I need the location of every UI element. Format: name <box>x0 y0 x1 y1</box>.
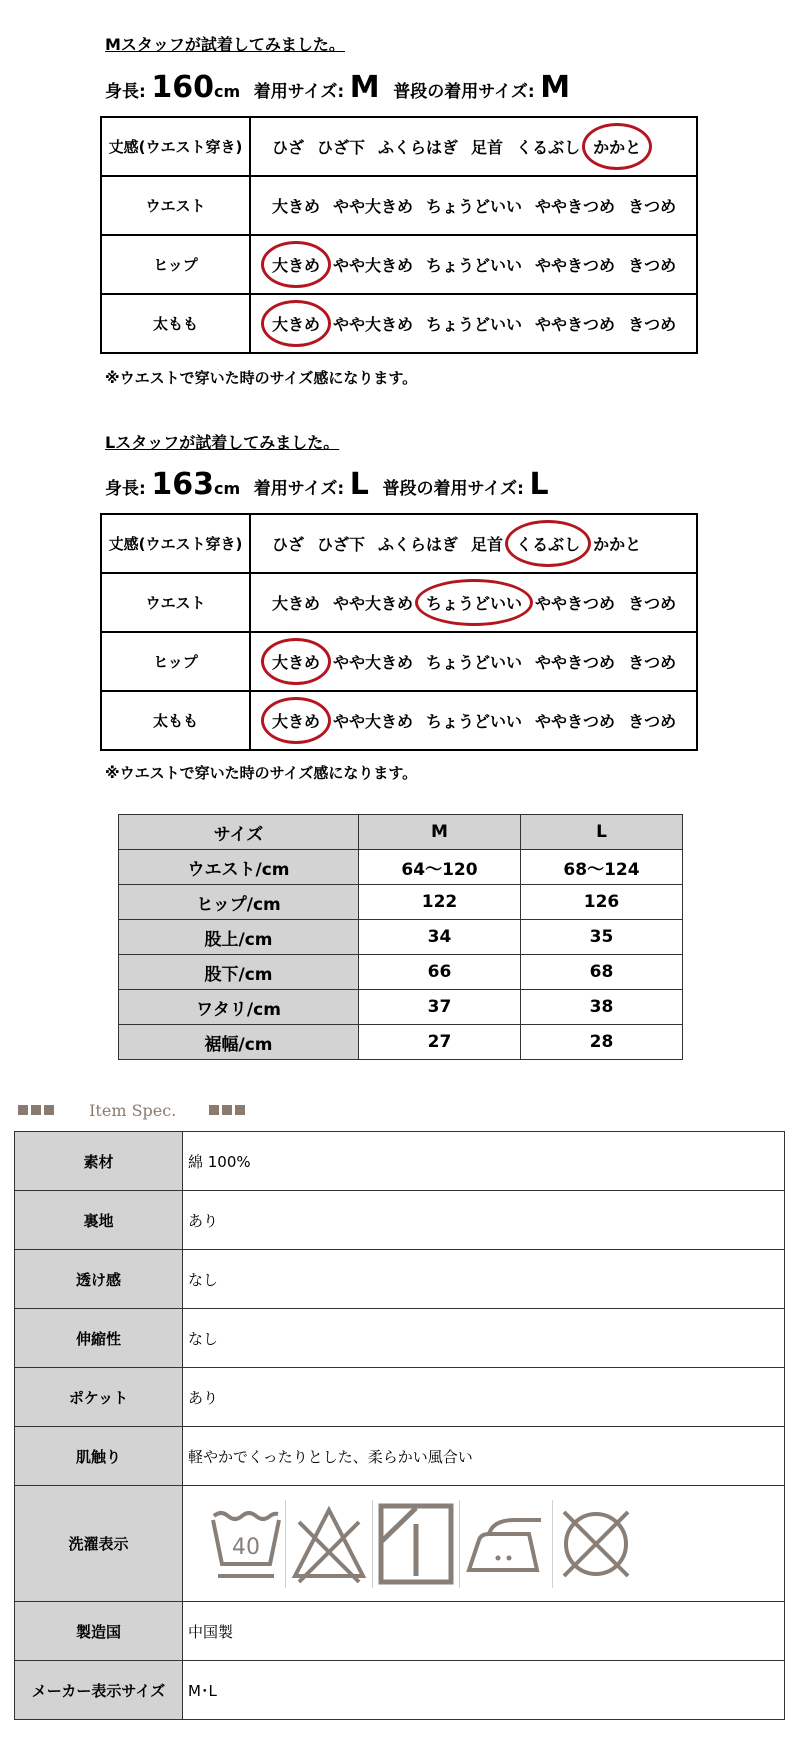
fit-option: きつめ <box>628 653 677 672</box>
fit-row-label: 丈感(ウエスト穿き) <box>101 514 250 573</box>
usual-size-label: 普段の着用サイズ: <box>393 82 535 102</box>
usual-size-label: 普段の着用サイズ: <box>382 479 524 499</box>
fit-option: 足首 <box>471 535 504 554</box>
size-value-l: 126 <box>521 885 683 920</box>
height-value: 163 <box>151 467 215 502</box>
height-value: 160 <box>151 70 215 105</box>
usual-size: M <box>540 70 571 105</box>
m-staff-note: ※ウエストで穿いた時のサイズ感になります。 <box>105 369 418 387</box>
fit-option: ややきつめ <box>535 712 616 731</box>
size-value-m: 122 <box>359 885 521 920</box>
size-row-label: 股上/cm <box>119 920 359 955</box>
size-value-m: 64～120 <box>359 850 521 885</box>
size-value-m: 66 <box>359 955 521 990</box>
size-header-l: L <box>521 815 683 850</box>
spec-value: 綿 100% <box>183 1132 785 1191</box>
size-row-rise <box>119 920 683 955</box>
size-header-m: M <box>359 815 521 850</box>
fit-options <box>250 176 697 235</box>
square-bullet-icon <box>222 1105 232 1115</box>
spec-key: 裏地 <box>15 1191 183 1250</box>
fit-options <box>250 117 697 176</box>
fit-row-label: 太もも <box>101 294 250 353</box>
spec-row-maker-size <box>15 1661 785 1720</box>
fit-option: きつめ <box>628 315 677 334</box>
size-row-label: 裾幅/cm <box>119 1025 359 1060</box>
wear-size: L <box>349 467 369 502</box>
height-label: 身長: <box>105 479 146 499</box>
size-row-hip <box>119 885 683 920</box>
spec-value: あり <box>183 1368 785 1427</box>
fit-option: ややきつめ <box>535 594 616 613</box>
height-unit: cm <box>214 479 241 498</box>
square-bullet-icon <box>235 1105 245 1115</box>
fit-option-selected: 大きめ <box>272 253 320 276</box>
fit-option: やや大きめ <box>333 256 414 275</box>
fit-option: ちょうどいい <box>426 256 523 275</box>
spec-value: あり <box>183 1191 785 1250</box>
spec-key: ポケット <box>15 1368 183 1427</box>
spec-key: 洗濯表示 <box>15 1486 183 1602</box>
wear-size-label: 着用サイズ: <box>253 82 345 102</box>
size-value-m: 37 <box>359 990 521 1025</box>
item-spec-title-text: Item Spec. <box>89 1101 177 1120</box>
icon-divider <box>552 1500 553 1588</box>
l-staff-note: ※ウエストで穿いた時のサイズ感になります。 <box>105 764 418 782</box>
item-spec-table <box>14 1131 785 1720</box>
line-dry-shade-icon <box>376 1502 456 1586</box>
fit-row-waist <box>101 176 697 235</box>
spec-key: 製造国 <box>15 1602 183 1661</box>
fit-row-hip <box>101 235 697 294</box>
spec-key: 肌触り <box>15 1427 183 1486</box>
fit-option-selected: 大きめ <box>272 650 320 673</box>
height-label: 身長: <box>105 82 146 102</box>
fit-option: ひざ <box>272 138 305 157</box>
spec-row-care <box>15 1486 785 1602</box>
l-staff-fit-table <box>100 513 698 751</box>
fit-option: ちょうどいい <box>426 197 523 216</box>
fit-option: 大きめ <box>272 197 321 216</box>
fit-option: やや大きめ <box>333 653 414 672</box>
spec-row-pocket <box>15 1368 785 1427</box>
size-row-label: ヒップ/cm <box>119 885 359 920</box>
spec-row-material <box>15 1132 785 1191</box>
spec-key: 伸縮性 <box>15 1309 183 1368</box>
icon-divider <box>459 1500 460 1588</box>
m-staff-fit-table <box>100 116 698 354</box>
icon-divider <box>372 1500 373 1588</box>
m-staff-heading: Mスタッフが試着してみました。 <box>105 35 345 54</box>
fit-options <box>250 294 697 353</box>
spec-row-origin <box>15 1602 785 1661</box>
spec-value: なし <box>183 1250 785 1309</box>
spec-row-lining <box>15 1191 785 1250</box>
usual-size: L <box>529 467 549 502</box>
fit-row-label: ヒップ <box>101 632 250 691</box>
fit-option: ふくらはぎ <box>378 535 459 554</box>
fit-row-label: ヒップ <box>101 235 250 294</box>
size-row-label: 股下/cm <box>119 955 359 990</box>
spec-value: 軽やかでくったりとした、柔らかい風合い <box>183 1427 785 1486</box>
fit-option: やや大きめ <box>333 197 414 216</box>
fit-row-thigh <box>101 294 697 353</box>
fit-option: ちょうどいい <box>426 315 523 334</box>
fit-option-selected: くるぶし <box>516 532 580 555</box>
fit-option: ちょうどいい <box>426 653 523 672</box>
size-row-hem-width <box>119 1025 683 1060</box>
fit-options <box>250 573 697 632</box>
fit-option: くるぶし <box>516 138 581 157</box>
size-row-label: ウエスト/cm <box>119 850 359 885</box>
spec-key: 透け感 <box>15 1250 183 1309</box>
fit-option-selected: 大きめ <box>272 312 320 335</box>
iron-low-icon <box>463 1502 549 1586</box>
size-table <box>118 814 683 1060</box>
fit-option-selected: ちょうどいい <box>426 591 522 614</box>
size-row-label: ワタリ/cm <box>119 990 359 1025</box>
fit-row-label: 丈感(ウエスト穿き) <box>101 117 250 176</box>
fit-row-label: ウエスト <box>101 176 250 235</box>
fit-option: やや大きめ <box>333 315 414 334</box>
fit-option: やや大きめ <box>333 712 414 731</box>
fit-row-thigh <box>101 691 697 750</box>
fit-option: きつめ <box>628 594 677 613</box>
size-row-inseam <box>119 955 683 990</box>
size-header-label: サイズ <box>119 815 359 850</box>
spec-key: メーカー表示サイズ <box>15 1661 183 1720</box>
fit-option-selected: かかと <box>593 135 641 158</box>
fit-option: ややきつめ <box>535 315 616 334</box>
size-value-l: 38 <box>521 990 683 1025</box>
fit-option-selected: 大きめ <box>272 709 320 732</box>
m-staff-info <box>105 70 570 105</box>
item-spec-title <box>18 1101 248 1120</box>
fit-option: きつめ <box>628 197 677 216</box>
fit-option: ちょうどいい <box>426 712 523 731</box>
wear-size-label: 着用サイズ: <box>253 479 345 499</box>
square-bullet-icon <box>209 1105 219 1115</box>
fit-row-hip <box>101 632 697 691</box>
fit-option: ひざ下 <box>317 535 366 554</box>
size-value-l: 35 <box>521 920 683 955</box>
no-bleach-icon <box>289 1502 369 1586</box>
size-value-l: 68～124 <box>521 850 683 885</box>
fit-option: ややきつめ <box>535 256 616 275</box>
size-table-header <box>119 815 683 850</box>
fit-option: 足首 <box>471 138 504 157</box>
fit-options <box>250 235 697 294</box>
care-icons-cell <box>183 1486 785 1602</box>
fit-row-waist <box>101 573 697 632</box>
fit-option: 大きめ <box>272 594 321 613</box>
fit-option: ひざ下 <box>317 138 366 157</box>
icon-divider <box>285 1500 286 1588</box>
fit-option: やや大きめ <box>333 594 414 613</box>
fit-option: ややきつめ <box>535 653 616 672</box>
wear-size: M <box>349 70 380 105</box>
fit-option: ややきつめ <box>535 197 616 216</box>
no-dry-clean-icon <box>556 1502 636 1586</box>
size-value-l: 28 <box>521 1025 683 1060</box>
size-row-thigh-width <box>119 990 683 1025</box>
fit-options <box>250 691 697 750</box>
size-value-l: 68 <box>521 955 683 990</box>
fit-options <box>250 514 697 573</box>
fit-row-length <box>101 514 697 573</box>
spec-row-texture <box>15 1427 785 1486</box>
l-staff-info <box>105 467 549 502</box>
height-unit: cm <box>214 82 241 101</box>
fit-options <box>250 632 697 691</box>
fit-option: きつめ <box>628 712 677 731</box>
fit-option: かかと <box>593 535 642 554</box>
fit-row-length <box>101 117 697 176</box>
wash-40-tub-icon <box>210 1502 282 1586</box>
wash-temperature: 40 <box>232 1534 260 1560</box>
spec-value: 中国製 <box>183 1602 785 1661</box>
square-bullet-icon <box>18 1105 28 1115</box>
l-staff-heading: Lスタッフが試着してみました。 <box>105 433 340 452</box>
fit-option: ひざ <box>272 535 305 554</box>
fit-row-label: ウエスト <box>101 573 250 632</box>
spec-value: M･L <box>183 1661 785 1720</box>
size-value-m: 34 <box>359 920 521 955</box>
square-bullet-icon <box>31 1105 41 1115</box>
spec-row-stretch <box>15 1309 785 1368</box>
spec-row-sheerness <box>15 1250 785 1309</box>
spec-value: なし <box>183 1309 785 1368</box>
care-icons <box>188 1486 784 1601</box>
fit-option: ふくらはぎ <box>378 138 459 157</box>
fit-option: きつめ <box>628 256 677 275</box>
fit-row-label: 太もも <box>101 691 250 750</box>
spec-key: 素材 <box>15 1132 183 1191</box>
square-bullet-icon <box>44 1105 54 1115</box>
size-value-m: 27 <box>359 1025 521 1060</box>
size-row-waist <box>119 850 683 885</box>
